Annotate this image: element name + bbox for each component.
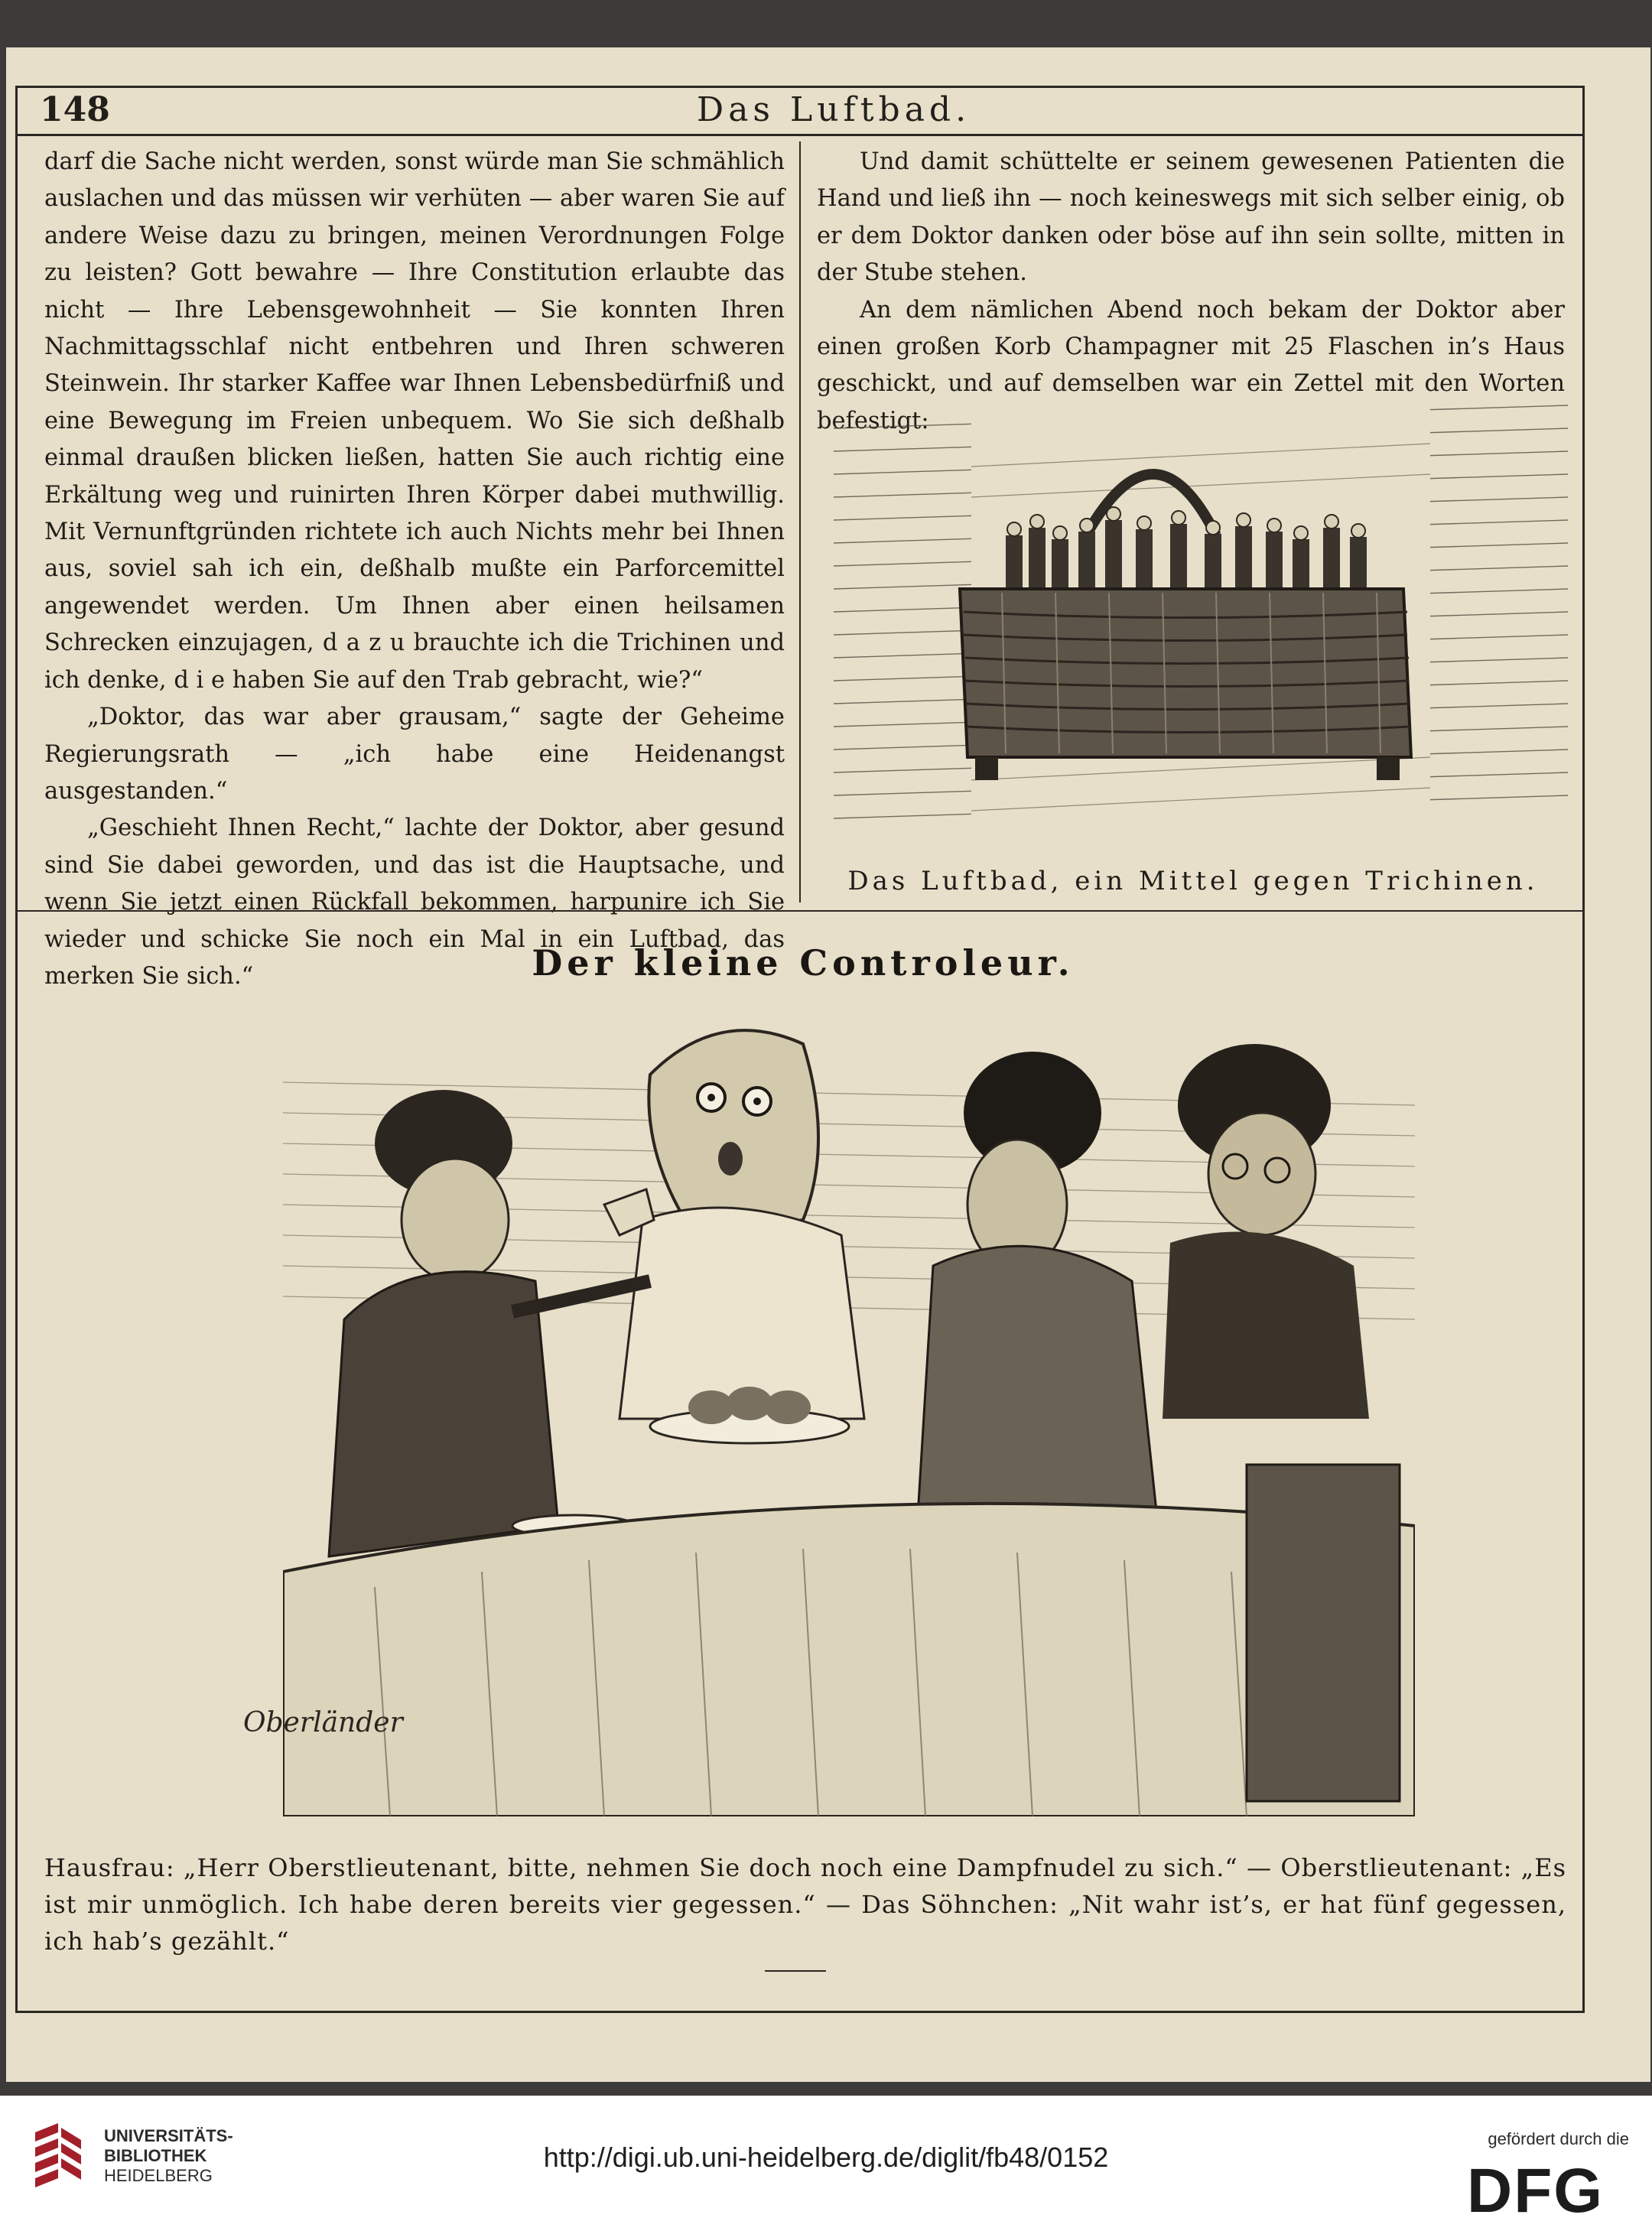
left-column — [44, 144, 785, 995]
end-rule — [765, 1970, 826, 1972]
library-name-line-3: HEIDELBERG — [104, 2166, 213, 2185]
right-paragraph-2: An dem nämlichen Abend noch bekam der Doktor aber einen großen Korb Champagner mit 25 Flaschen in’s Haus geschickt, und auf demselben war ein Zettel mit den Worten befestigt: — [817, 296, 1565, 434]
column-divider — [799, 141, 801, 902]
right-paragraph-1: Und damit schüttelte er seinem gewesenen Patienten die Hand und ließ ihn — noch keineswegs mit sich selber einig, ob er dem Doktor danken oder böse auf ihn sein sollte, mitten in der Stube stehen. — [817, 148, 1565, 287]
running-title: Das Luftbad. — [696, 90, 971, 129]
left-paragraph-3: „Geschieht Ihnen Recht,“ lachte der Doktor, aber gesund sind Sie dabei geworden, und das ist die Hauptsache, und wenn Sie jetzt einen Rückfall bekommen, harpunire ich Sie wieder und schicke Sie noch ein Mal in ein Luftbad, das merken Sie sich.“ — [44, 815, 785, 990]
champagne-basket-illustration — [834, 398, 1568, 849]
left-paragraph-2: „Doktor, das war aber grausam,“ sagte der Geheime Regierungsrath — „ich habe eine Heidenangst ausgestanden.“ — [44, 704, 785, 805]
library-name-line-1: UNIVERSITÄTS- — [104, 2126, 233, 2145]
left-paragraph-1: darf die Sache nicht werden, sonst würde man Sie schmählich auslachen und das müssen wir verhüten — aber waren Sie auf andere Weise dazu zu bringen, meinen Verordnungen Folge zu leisten? Gott bewahre — Ihre Constitution erlaubte das nicht — Ihre Lebensgewohnheit — Sie konnten Ihren Nachmittagsschlaf nicht entbehren und Ihren schweren Steinwein. Ihr starker Kaffee war Ihnen Lebensbedürfniß und eine Bewegung im Freien unbequem. Wo Sie sich deßhalb einmal draußen blicken ließen, hatten Sie auch richtig eine Erkältung weg und ruinirten Ihren Körper dabei muthwillig. Mit Vernunftgründen richtete ich auch Nichts mehr bei Ihnen aus, soviel sah ich ein, deßhalb mußte ein Parforcemittel angewendet werden. Um Ihnen aber einen heilsamen Schrecken einzujagen, d a z u brauchte ich die Trichinen und ich denke, d i e haben Sie auf den Trab gebracht, wie?“ — [44, 148, 785, 694]
page-number: 148 — [40, 90, 110, 129]
book-stack-icon — [28, 2117, 96, 2201]
dinner-table-illustration — [283, 990, 1415, 1816]
section-divider — [15, 910, 1585, 912]
cartoon-caption: Hausfrau: „Herr Oberstlieutenant, bitte, nehmen Sie doch noch eine Dampfnudel zu sich.“ — Oberstlieutenant: „Es ist mir unmöglich. Ich habe deren bereits vier gegessen.“ — Das Söhnchen: „Nit wahr ist’s, er hat fünf gegessen, ich hab’s gezählt.“ — [44, 1853, 1566, 1956]
funding-label: gefördert durch die — [1488, 2129, 1629, 2148]
basket-caption: Das Luftbad, ein Mittel gegen Trichinen. — [847, 866, 1539, 896]
header-rule — [15, 134, 1585, 136]
library-name — [104, 2126, 233, 2186]
illustration-signature: Oberländer — [243, 1707, 403, 1738]
dfg-logo: DFG — [1467, 2156, 1605, 2226]
section-title: Der kleine Controleur. — [532, 942, 1075, 984]
source-url-link[interactable]: http://digi.ub.uni-heidelberg.de/diglit/fb48/0152 — [543, 2142, 1109, 2173]
library-name-line-2: BIBLIOTHEK — [104, 2146, 207, 2165]
right-column — [817, 144, 1565, 440]
